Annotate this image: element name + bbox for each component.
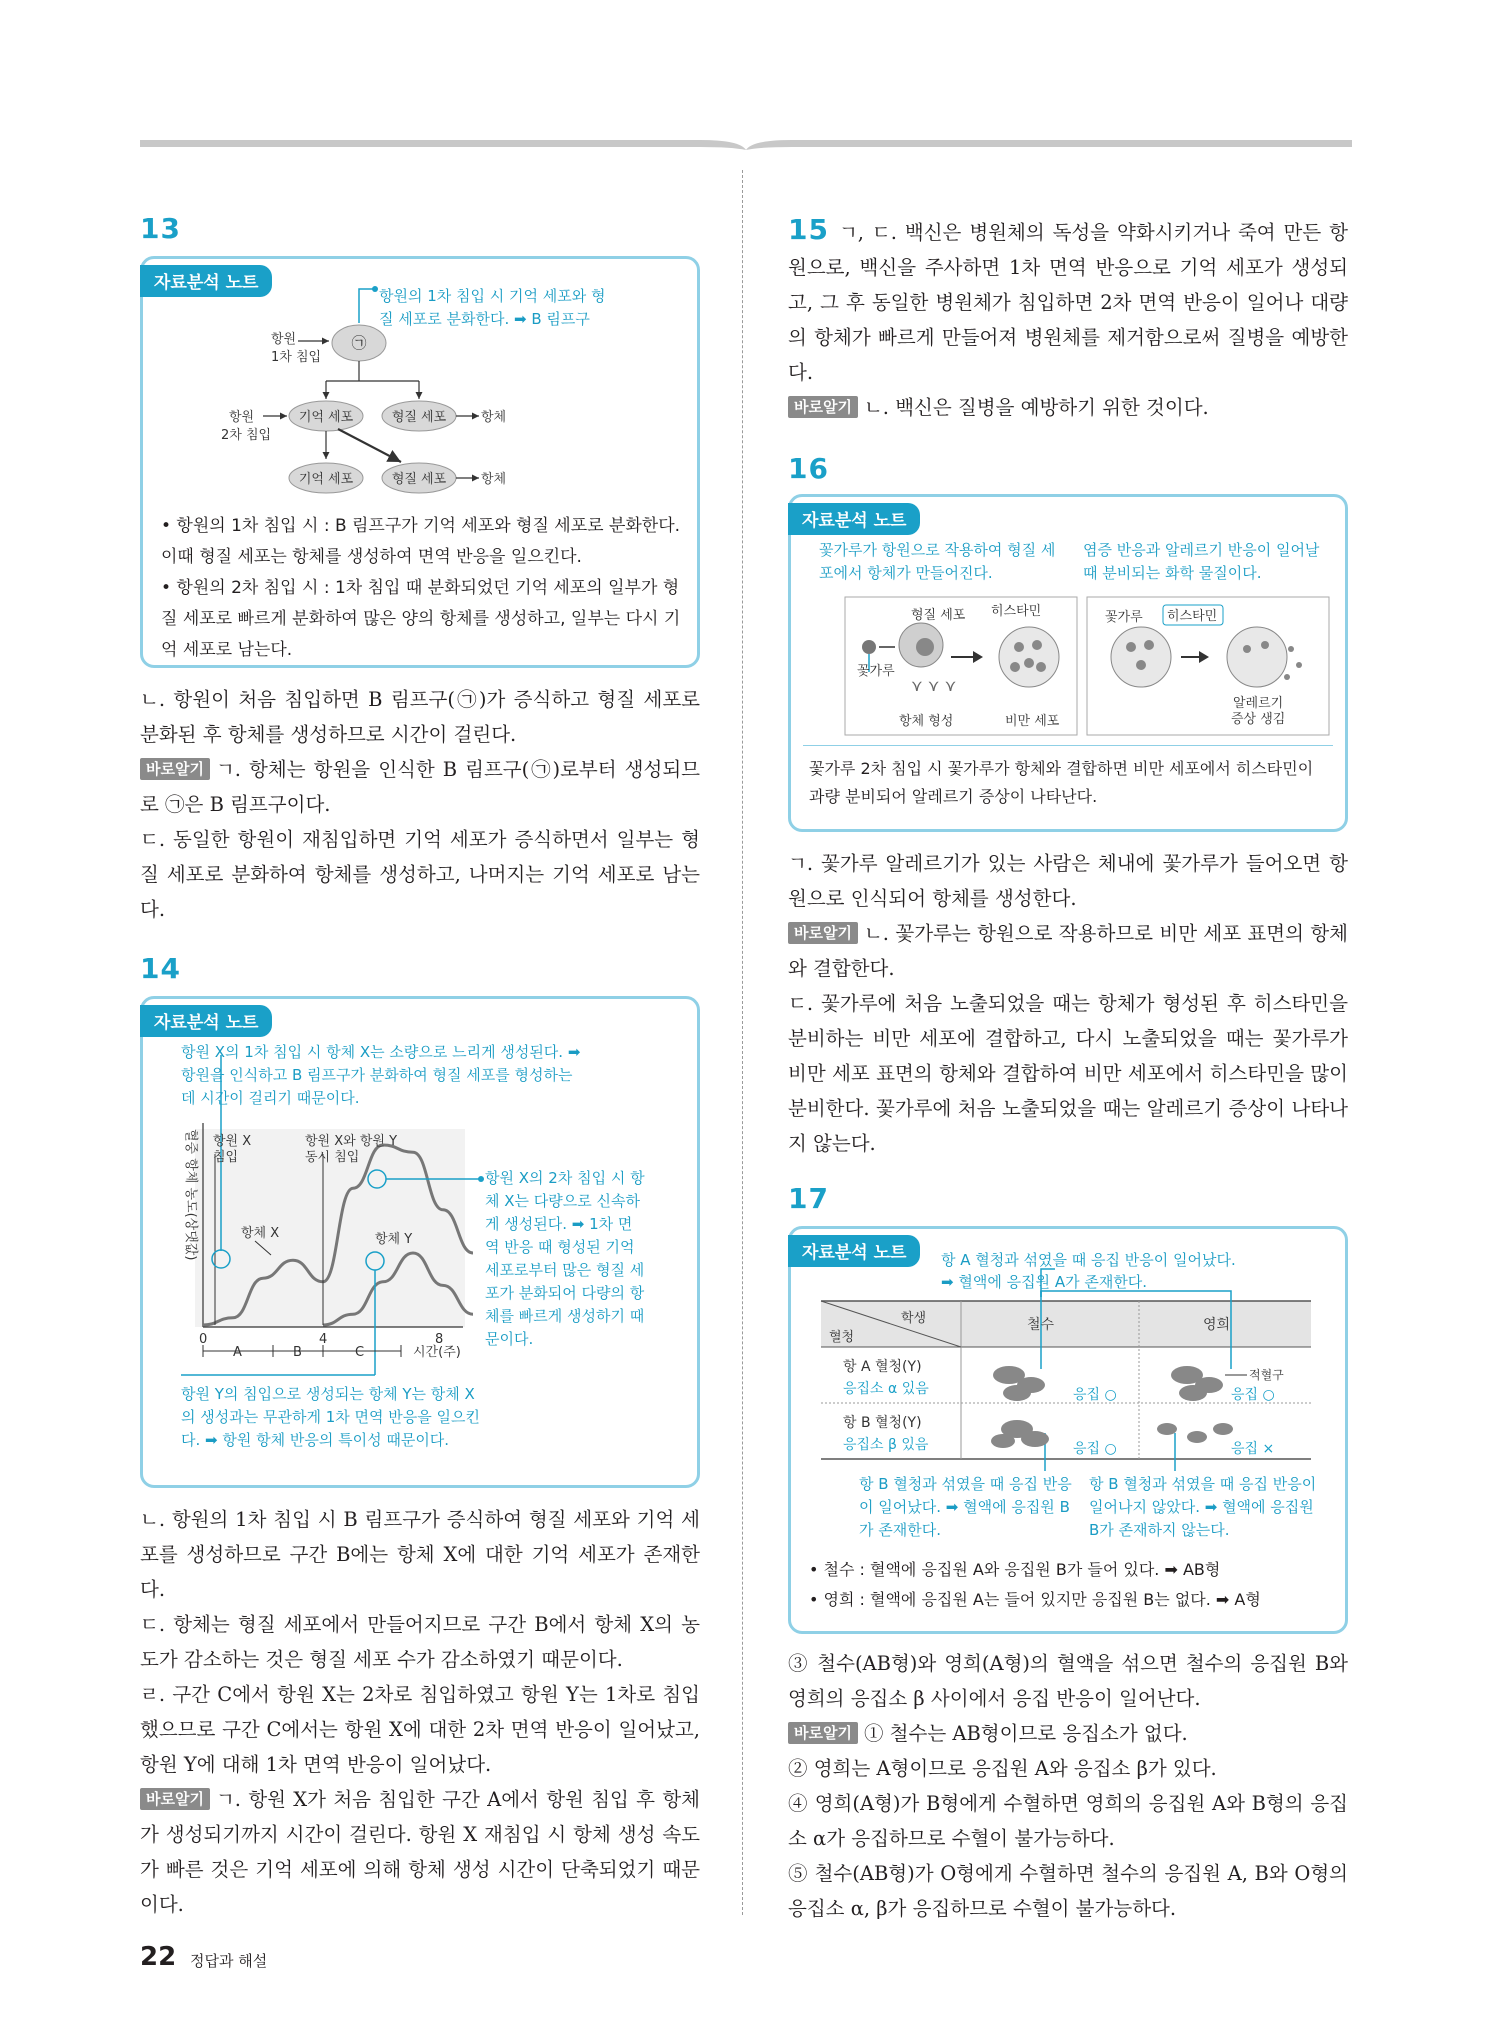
q13-text-b: ㄱ. 항체는 항원을 인식한 B 림프구(㉠)로부터 생성되므로 ㉠은 B 림프구이다.: [140, 758, 700, 816]
interval-c: C: [355, 1345, 365, 1360]
q16-text-b: ㄴ. 꽃가루는 항원으로 작용하므로 비만 세포 표면의 항체와 결합한다.: [788, 922, 1348, 980]
tick-8: 8: [435, 1332, 444, 1347]
question-number-16: 16: [788, 452, 829, 485]
q16-analysis-box: [788, 494, 1348, 832]
q13-antibody1: 항체: [481, 410, 507, 425]
q16-pollen: 꽃가루: [857, 664, 895, 679]
q13-bullet-1: • 항원의 1차 침입 시 : B 림프구가 기억 세포와 형질 세포로 분화한다. 이때 형질 세포는 항체를 생성하여 면역 반응을 일으킨다.: [161, 516, 681, 567]
q17-note-top-2: ➡ 혈액에 응집원 A가 존재한다.: [941, 1273, 1148, 1291]
antigen-x-entry-label-2: 침입: [213, 1150, 239, 1165]
table-row1-a: 항 A 혈청(Y): [843, 1359, 922, 1375]
q14-note-right: 항원 X의 2차 침입 시 항체 X는 다량으로 신속하게 생성된다. ➡ 1차 면역 반응 때 형성된 기억 세포로부터 많은 형질 세포가 분화되어 다량의 항체를 빠르게 생성하기 때문이다.: [485, 1169, 645, 1348]
q13-note: 항원의 1차 침입 시 기억 세포와 형질 세포로 분화한다. ➡ B 림프구: [379, 287, 606, 328]
y-axis-label: 혈중 항체 농도(상댓값): [183, 1129, 198, 1261]
q13-analysis-box: [140, 256, 700, 668]
q15-answer: [788, 212, 1348, 425]
q13-plasma1: 형질 세포: [391, 410, 447, 425]
interval-b: B: [293, 1345, 302, 1360]
q13-memory1: 기억 세포: [298, 410, 354, 425]
q13-second-entry: 2차 침입: [221, 428, 272, 443]
q14-badge: 바로알기: [140, 1788, 210, 1810]
q14-text-b: ㄷ. 항체는 형질 세포에서 만들어지므로 구간 B에서 항체 X의 농도가 감소하는 것은 형질 세포 수가 감소하였기 때문이다.: [140, 1613, 700, 1671]
antibody-y-label: 항체 Y: [375, 1232, 413, 1247]
q16-text-c: ㄷ. 꽃가루에 처음 노출되었을 때는 항체가 형성된 후 히스타민을 분비하는 비만 세포에 결합하고, 다시 노출되었을 때는 꽃가루가 비만 세포 표면의 항체와 결합하여 비만 세포에서 히스타민을 많이 분비한다. 꽃가루에 처음 노출되었을 때는 알레르기 증상이 나타나지 않는다.: [788, 992, 1348, 1155]
q16-symptom: 증상 생김: [1231, 712, 1286, 727]
q17-note-bl: 항 B 혈청과 섞였을 때 응집 반응이 일어났다. ➡ 혈액에 응집원 B가 존재한다.: [859, 1475, 1072, 1539]
table-rbc: 적혈구: [1249, 1368, 1284, 1382]
q13-answer: [140, 682, 700, 927]
q15-badge: 바로알기: [788, 396, 858, 418]
q14-text-c: ㄹ. 구간 C에서 항원 X는 2차로 침입하였고 항원 Y는 1차로 침입했으므로 구간 C에서는 항원 X에 대한 2차 면역 반응이 일어났고, 항원 Y에 대해 1차 면역 반응이 일어났다.: [140, 1683, 700, 1776]
question-number-17: 17: [788, 1182, 829, 1215]
q16-plasma: 형질 세포: [911, 608, 966, 623]
question-number-14: 14: [140, 952, 181, 985]
q17-analysis-box: [788, 1226, 1348, 1634]
q13-bullet-2: • 항원의 2차 침입 시 : 1차 침입 때 분화되었던 기억 세포의 일부가 형질 세포로 빠르게 분화하여 많은 양의 항체를 생성하고, 일부는 다시 기억 세포로 남는다.: [161, 578, 681, 660]
q17-text-c: ② 영희는 A형이므로 응집원 A와 응집소 β가 있다.: [788, 1757, 1217, 1780]
q17-text-e: ⑤ 철수(AB형)가 O형에게 수혈하면 철수의 응집원 A, B와 O형의 응집소 α, β가 응집하므로 수혈이 불가능하다.: [788, 1862, 1348, 1920]
x-axis-label: 시간(주): [413, 1345, 461, 1360]
table-r2c2: 응집 ×: [1231, 1441, 1275, 1457]
table-row1-b: 응집소 α 있음: [843, 1381, 929, 1397]
q17-tag: 자료분석 노트: [788, 1235, 920, 1267]
column-divider: [742, 170, 743, 1915]
both-entry-label: 항원 X와 항원 Y: [305, 1134, 398, 1149]
q14-analysis-box: [140, 996, 700, 1488]
q16-antibody-form: 항체 형성: [899, 714, 954, 729]
table-col-2: 영희: [1203, 1317, 1231, 1333]
q13-tag: 자료분석 노트: [140, 265, 272, 297]
table-col-1: 철수: [1027, 1317, 1055, 1333]
q17-note-top-1: 항 A 혈청과 섞였을 때 응집 반응이 일어났다.: [941, 1251, 1236, 1269]
q17-bullets: [809, 1555, 1339, 1615]
antibody-x-label: 항체 X: [241, 1226, 280, 1241]
tick-0: 0: [199, 1332, 208, 1347]
table-r2c1: 응집 ○: [1073, 1441, 1117, 1457]
footer-title: 정답과 해설: [190, 1952, 268, 1970]
q14-answer: [140, 1502, 700, 1922]
q17-answer: [788, 1646, 1348, 1926]
q16-text-a: ㄱ. 꽃가루 알레르기가 있는 사람은 체내에 꽃가루가 들어오면 항원으로 인식되어 항체를 생성한다.: [788, 852, 1348, 910]
mast-cell-icon: [999, 627, 1059, 687]
interval-a: A: [233, 1345, 242, 1360]
q16-note-right: 염증 반응과 알레르기 반응이 일어날 때 분비되는 화학 물질이다.: [1083, 541, 1320, 582]
q13-text-a: ㄴ. 항원이 처음 침입하면 B 림프구(㉠)가 증식하고 형질 세포로 분화된 후 항체를 생성하므로 시간이 걸린다.: [140, 688, 700, 746]
table-r1c2: 응집 ○: [1231, 1387, 1275, 1403]
q16-mast: 비만 세포: [1005, 714, 1060, 729]
q16-answer: [788, 846, 1348, 1161]
q14-text-d: ㄱ. 항원 X가 처음 침입한 구간 A에서 항원 침입 후 항체가 생성되기까지 시간이 걸린다. 항원 X 재침입 시 항체 생성 속도가 빠른 것은 기억 세포에 의해 항체 생성 시간이 단축되었기 때문이다.: [140, 1788, 700, 1916]
table-corner-top: 학생: [901, 1311, 927, 1326]
q14-tag: 자료분석 노트: [140, 1005, 272, 1037]
q16-note-left: 꽃가루가 항원으로 작용하여 형질 세포에서 항체가 만들어진다.: [819, 541, 1056, 582]
q16-allergy: 알레르기: [1233, 696, 1284, 711]
q16-pollen2: 꽃가루: [1105, 610, 1143, 625]
antigen-x-entry-label: 항원 X: [213, 1134, 252, 1149]
q16-badge: 바로알기: [788, 922, 858, 944]
q13-plasma2: 형질 세포: [391, 472, 447, 487]
pollen-icon: [862, 640, 876, 654]
q16-histamine2: 히스타민: [1167, 609, 1218, 624]
q17-text-d: ④ 영희(A형)가 B형에게 수혈하면 영희의 응집원 A와 B형의 응집소 α가 응집하므로 수혈이 불가능하다.: [788, 1792, 1348, 1850]
question-number-15: 15: [788, 213, 829, 246]
q17-bullet-2: • 영희 : 혈액에 응집원 A는 들어 있지만 응집원 B는 없다. ➡ A형: [809, 1590, 1261, 1609]
both-entry-label-2: 동시 침입: [305, 1150, 360, 1165]
page-number: 22: [140, 1942, 177, 1972]
q15-text-a: ㄱ, ㄷ. 백신은 병원체의 독성을 약화시키거나 죽여 만든 항원으로, 백신을 주사하면 1차 면역 반응으로 기억 세포가 생성되고, 그 후 동일한 병원체가 침입하면 2차 면역 반응이 일어나 대량의 항체가 빠르게 만들어져 병원체를 제거함으로써 질병을 예방한다.: [788, 221, 1348, 384]
q15-text-b: ㄴ. 백신은 질병을 예방하기 위한 것이다.: [863, 396, 1209, 419]
question-number-13: 13: [140, 212, 181, 245]
tick-4: 4: [319, 1332, 328, 1347]
q14-note-bottom: 항원 Y의 침입으로 생성되는 항체 Y는 항체 X의 생성과는 무관하게 1차 면역 반응을 일으킨다. ➡ 항원 항체 반응의 특이성 때문이다.: [181, 1385, 480, 1449]
table-row2-b: 응집소 β 있음: [843, 1437, 929, 1453]
q17-text-a: ③ 철수(AB형)와 영희(A형)의 혈액을 섞으면 철수의 응집원 B와 영희의 응집소 β 사이에서 응집 반응이 일어난다.: [788, 1652, 1348, 1710]
q13-memory2: 기억 세포: [298, 472, 354, 487]
q17-bullet-1: • 철수 : 혈액에 응집원 A와 응집원 B가 들어 있다. ➡ AB형: [809, 1560, 1221, 1579]
q13-antibody2: 항체: [481, 472, 507, 487]
q16-summary: 꽃가루 2차 침입 시 꽃가루가 항체와 결합하면 비만 세포에서 히스타민이 과량 분비되어 알레르기 증상이 나타난다.: [809, 759, 1314, 806]
q13-note-line: [359, 289, 373, 323]
q13-antigen2: 항원: [229, 410, 255, 425]
q13-first-entry: 1차 침입: [271, 350, 322, 365]
table-corner-bottom: 혈청: [829, 1330, 855, 1345]
q17-note-br: 항 B 혈청과 섞였을 때 응집 반응이 일어나지 않았다. ➡ 혈액에 응집원 B가 존재하지 않는다.: [1089, 1475, 1317, 1539]
table-row2-a: 항 B 혈청(Y): [843, 1415, 922, 1431]
q13-circle-label: ㉠: [351, 334, 367, 352]
q13-antigen1: 항원: [271, 332, 297, 347]
table-r1c1: 응집 ○: [1073, 1387, 1117, 1403]
svg-text:⋎ ⋎ ⋎: ⋎ ⋎ ⋎: [911, 676, 957, 695]
page-top-bar: [140, 136, 1352, 150]
q16-histamine: 히스타민: [991, 604, 1042, 619]
q14-text-a: ㄴ. 항원의 1차 침입 시 B 림프구가 증식하여 형질 세포와 기억 세포를 생성하므로 구간 B에는 항체 X에 대한 기억 세포가 존재한다.: [140, 1508, 700, 1601]
q13-bullets: [161, 511, 681, 666]
q14-note-top: 항원 X의 1차 침입 시 항체 X는 소량으로 느리게 생성된다. ➡ 항원을 인식하고 B 림프구가 분화하여 형질 세포를 형성하는 데 시간이 걸리기 때문이다.: [181, 1043, 581, 1107]
q17-badge: 바로알기: [788, 1722, 858, 1744]
q13-badge: 바로알기: [140, 758, 210, 780]
q13-text-c: ㄷ. 동일한 항원이 재침입하면 기억 세포가 증식하면서 일부는 형질 세포로 분화하여 항체를 생성하고, 나머지는 기억 세포로 남는다.: [140, 828, 700, 921]
q16-tag: 자료분석 노트: [788, 503, 920, 535]
q17-text-b: ① 철수는 AB형이므로 응집소가 없다.: [863, 1722, 1188, 1745]
